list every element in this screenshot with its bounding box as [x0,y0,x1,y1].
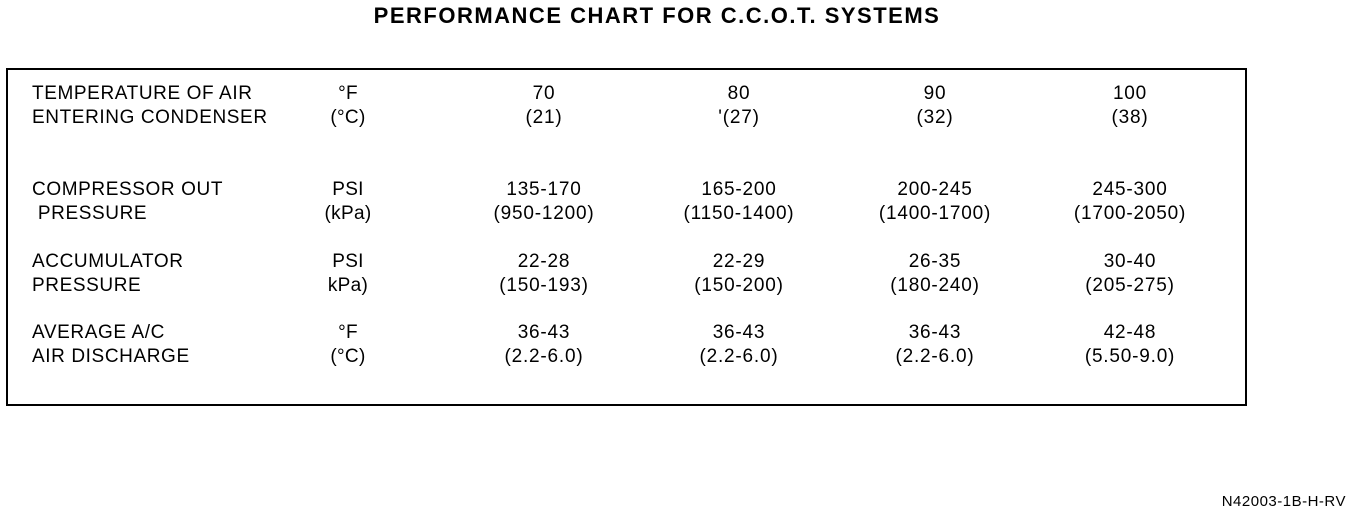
value-primary: 245-300 [1092,179,1168,200]
value-primary: 36-43 [517,322,571,343]
value-primary: 80 [727,83,751,104]
value-secondary: (1400-1700) [878,203,992,224]
value-secondary: (38) [1111,107,1149,128]
value-primary: 100 [1112,83,1148,104]
value-secondary: (32) [916,107,954,128]
table-row-air-temperature [8,82,1245,132]
value-cell [850,178,1020,226]
value-primary: 42-48 [1103,322,1157,343]
value-primary: 22-28 [517,251,571,272]
unit-secondary: kPa) [327,275,369,296]
row-label-line-2: PRESSURE [32,203,148,224]
value-secondary: (1700-2050) [1073,203,1187,224]
value-cell [1045,178,1215,226]
unit-secondary: (kPa) [324,203,372,224]
table-row-accumulator-pressure [8,250,1245,300]
value-secondary: (2.2-6.0) [504,346,584,367]
value-cell [459,250,629,298]
value-cell [654,250,824,298]
value-primary: 90 [923,83,947,104]
table-row-average-ac-discharge [8,321,1245,371]
row-label [32,82,268,130]
value-cell [654,178,824,226]
row-label-line-1: TEMPERATURE OF AIR [32,83,253,104]
value-primary: 135-170 [506,179,582,200]
value-secondary: (950-1200) [493,203,595,224]
value-primary: 200-245 [897,179,973,200]
table-row-compressor-out-pressure [8,178,1245,228]
value-primary: 30-40 [1103,251,1157,272]
figure-id: N42003-1B-H-RV [1221,493,1346,510]
unit-primary: PSI [332,179,364,200]
value-cell [459,178,629,226]
row-label-line-1: COMPRESSOR OUT [32,179,224,200]
chart-title: PERFORMANCE CHART FOR C.C.O.T. SYSTEMS [373,3,941,28]
value-secondary: (21) [525,107,563,128]
value-secondary: (180-240) [890,275,980,296]
row-label-line-1: ACCUMULATOR [32,251,184,272]
value-secondary: (150-193) [499,275,589,296]
value-secondary: (2.2-6.0) [895,346,975,367]
value-secondary: (5.50-9.0) [1084,346,1176,367]
unit-primary: °F [338,322,358,343]
value-cell [459,321,629,369]
value-secondary: '(27) [718,107,760,128]
row-label [32,321,190,369]
value-cell [850,250,1020,298]
value-cell [654,321,824,369]
value-primary: 36-43 [712,322,766,343]
performance-table [6,68,1247,406]
row-label [32,250,184,298]
value-primary: 70 [532,83,556,104]
unit-secondary: (°C) [330,107,366,128]
unit-primary: °F [338,83,358,104]
value-cell [850,321,1020,369]
row-label-line-2: PRESSURE [32,275,142,296]
row-label-line-2: AIR DISCHARGE [32,346,190,367]
value-secondary: (2.2-6.0) [699,346,779,367]
value-secondary: (1150-1400) [683,203,795,224]
row-label [32,178,223,226]
value-cell [654,82,824,130]
value-cell [1045,250,1215,298]
value-cell [1045,321,1215,369]
value-secondary: (205-275) [1085,275,1175,296]
row-label-line-2: ENTERING CONDENSER [32,107,268,128]
row-unit [308,178,388,226]
row-label-line-1: AVERAGE A/C [32,322,165,343]
unit-secondary: (°C) [330,346,366,367]
value-secondary: (150-200) [694,275,784,296]
value-cell [459,82,629,130]
value-primary: 22-29 [712,251,766,272]
value-primary: 36-43 [908,322,962,343]
row-unit [308,250,388,298]
value-primary: 165-200 [701,179,777,200]
row-unit [308,321,388,369]
value-cell [1045,82,1215,130]
value-cell [850,82,1020,130]
unit-primary: PSI [332,251,364,272]
value-primary: 26-35 [908,251,962,272]
row-unit [308,82,388,130]
